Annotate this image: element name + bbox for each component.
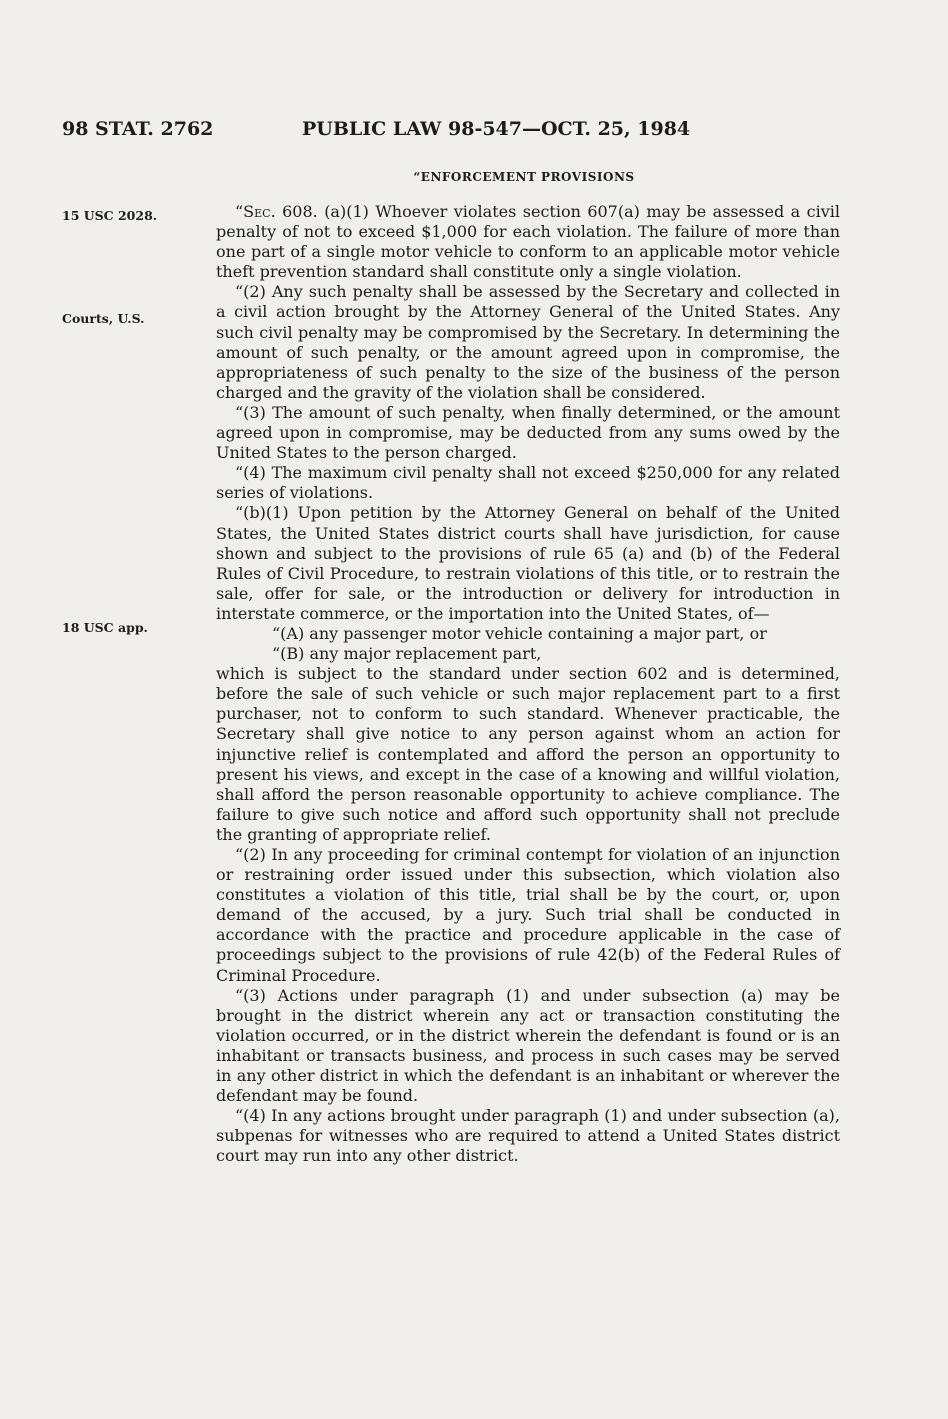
document-body [216, 202, 840, 1167]
paragraph-b1: “(b)(1) Upon petition by the Attorney General on behalf of the United States, the United States district courts shall have jurisdiction, for cause shown and subject to the provisions of rule 65 (a) and (b) of the Federal Rules of Civil Procedure, to restrain violations of this title, or to restrain the sale, offer for sale, or the introduction or delivery for introduction in interstate commerce, or the importation into the United States, of— [216, 503, 840, 623]
margin-note-15-usc: 15 USC 2028. [62, 208, 158, 223]
paragraph-b1-A: “(A) any passenger motor vehicle containing a major part, or [272, 623, 767, 643]
paragraph-a2: “(2) Any such penalty shall be assessed by the Secretary and collected in a civil action brought by the Attorney General of the United States. Any such civil penalty may be compromised by the Secretary. In determining the amount of such penalty, or the amount agreed upon in compromise, the appropriateness of such penalty to the size of the business of the person charged and the gravity of the violation shall be considered. [216, 282, 840, 402]
paragraph-a4: “(4) The maximum civil penalty shall not exceed $250,000 for any related series of violations. [216, 463, 840, 503]
margin-note-courts: Courts, U.S. [62, 311, 145, 326]
page-header [0, 118, 948, 152]
paragraph-b1-B: “(B) any major replacement part, [272, 644, 542, 664]
margin-note-18-usc: 18 USC app. [62, 620, 148, 635]
paragraph-b4: “(4) In any actions brought under paragraph (1) and under subsection (a), subpenas for witnesses who are required to attend a United States district court may run into any other district. [216, 1106, 840, 1166]
paragraph-b1-continuation: which is subject to the standard under section 602 and is determined, before the sale of such vehicle or such major replacement part to a first purchaser, not to conform to such standard. Whenever practicable, the Secretary shall give notice to any person against whom an action for injunctive relief is contemplated and afford the person an opportunity to present his views, and except in the case of a knowing and willful violation, shall afford the person reasonable opportunity to achieve compliance. The failure to give such notice and afford such opportunity shall not preclude the granting of appropriate relief. [216, 664, 840, 844]
paragraph-text: 608. (a)(1) Whoever violates section 607(a) may be assessed a civil penalty of not to exceed $1,000 for each violation. The failure of more than one part of a single motor vehicle to conform to an applicable motor vehicle theft prevention standard shall constitute only a single violation. [216, 202, 840, 282]
stat-page-number: 98 STAT. 2762 [62, 118, 214, 140]
paragraph-a3: “(3) The amount of such penalty, when finally determined, or the amount agreed upon in compromise, may be deducted from any sums owed by the United States to the person charged. [216, 402, 840, 463]
section-label: “Sec. [235, 202, 276, 221]
section-heading: “ENFORCEMENT PROVISIONS [413, 170, 635, 184]
public-law-title: PUBLIC LAW 98-547—OCT. 25, 1984 [302, 118, 691, 140]
paragraph-b3: “(3) Actions under paragraph (1) and under subsection (a) may be brought in the district wherein any act or transaction constituting the violation occurred, or in the district wherein the defendant is found or is an inhabitant or transacts business, and process in such cases may be served in any other district in which the defendant is an inhabitant or wherever the defendant may be found. [216, 985, 840, 1106]
paragraph-b2: “(2) In any proceeding for criminal contempt for violation of an injunction or restraining order issued under this subsection, which violation also constitutes a violation of this title, trial shall be by the court, or, upon demand of the accused, by a jury. Such trial shall be conducted in accordance with the practice and procedure applicable in the case of proceedings subject to the provisions of rule 42(b) of the Federal Rules of Criminal Procedure. [216, 845, 840, 985]
paragraph-sec-608-a1 [216, 202, 840, 282]
